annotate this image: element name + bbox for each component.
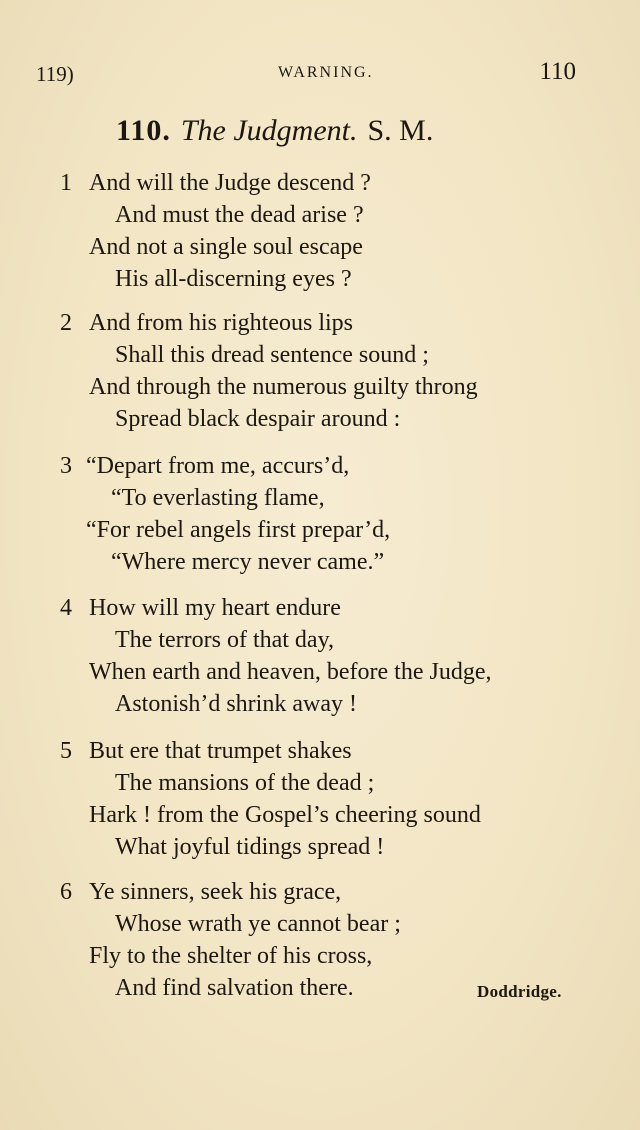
hymn-number: 110. — [116, 114, 171, 147]
stanza-line: “Where mercy never came.” — [111, 549, 385, 575]
stanza-line: Astonish’d shrink away ! — [115, 691, 357, 717]
stanza-line: And from his righteous lips — [89, 310, 353, 336]
stanza-line: Hark ! from the Gospel’s cheering sound — [89, 802, 481, 828]
author-attribution: Doddridge. — [477, 982, 562, 1001]
page-number: 110 — [539, 58, 576, 85]
stanza-line: The mansions of the dead ; — [115, 770, 375, 796]
stanza-number: 3 — [60, 453, 72, 479]
stanza-line: When earth and heaven, before the Judge, — [89, 659, 492, 685]
stanza-line: “Depart from me, accurs’d, — [86, 453, 350, 479]
stanza-1 — [60, 167, 590, 295]
stanza-line: Whose wrath ye cannot bear ; — [115, 911, 401, 937]
stanza-line: What joyful tidings spread ! — [115, 834, 385, 860]
stanza-line: But ere that trumpet shakes — [89, 738, 352, 764]
stanza-3 — [60, 450, 590, 578]
stanza-number: 1 — [60, 170, 72, 196]
stanza-line: Ye sinners, seek his grace, — [89, 879, 342, 905]
stanza-line: The terrors of that day, — [115, 627, 335, 653]
stanza-line: His all-discerning eyes ? — [115, 266, 352, 292]
stanza-4 — [60, 592, 590, 720]
stanza-number: 4 — [60, 595, 72, 621]
stanza-line: Shall this dread sentence sound ; — [115, 342, 429, 368]
stanza-5 — [60, 735, 590, 863]
stanza-line: Fly to the shelter of his cross, — [89, 943, 373, 969]
section-heading: WARNING. — [278, 64, 374, 81]
stanza-number: 6 — [60, 879, 72, 905]
stanza-line: Spread black despair around : — [115, 406, 401, 432]
stanza-line: How will my heart endure — [89, 595, 341, 621]
previous-hymn-reference: 119) — [36, 62, 74, 86]
stanza-line: “For rebel angels first prepar’d, — [86, 517, 391, 543]
stanza-line: And must the dead arise ? — [115, 202, 364, 228]
stanza-line: And through the numerous guilty throng — [89, 374, 478, 400]
stanza-line: And will the Judge descend ? — [89, 170, 371, 196]
stanza-2 — [60, 307, 590, 435]
stanza-number: 2 — [60, 310, 72, 336]
stanza-line: “To everlasting flame, — [111, 485, 325, 511]
stanza-number: 5 — [60, 738, 72, 764]
hymn-name: The Judgment. — [180, 114, 358, 147]
stanza-line: And find salvation there. — [115, 975, 354, 1001]
hymn-meter: S. M. — [367, 114, 434, 147]
stanza-line: And not a single soul escape — [89, 234, 363, 260]
hymn-title — [116, 114, 433, 148]
running-head — [36, 58, 576, 90]
